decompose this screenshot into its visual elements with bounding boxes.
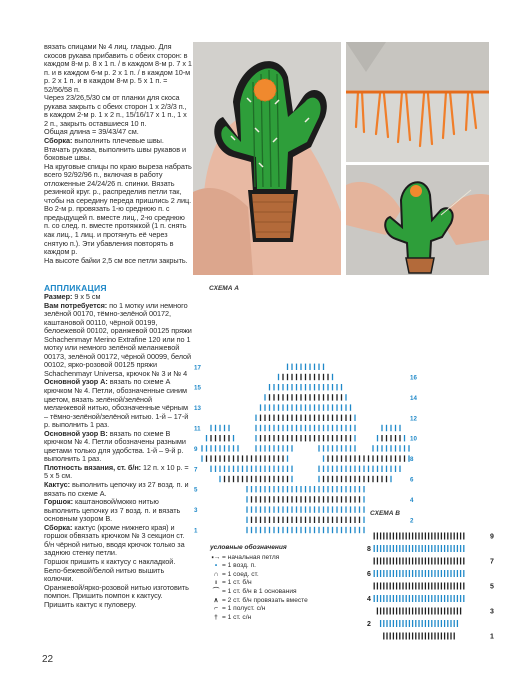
legend-item — [210, 605, 360, 614]
bold-lead: Плотность вязания, ст. б/н: — [44, 462, 142, 472]
chart-a-row-number: 7 — [194, 466, 198, 474]
chart-b-row-number: 6 — [367, 571, 371, 578]
legend-symbol: ⌐ — [214, 605, 218, 613]
chart-a-label: СХЕМА А — [209, 285, 239, 292]
paragraph — [44, 378, 192, 429]
paragraph-text: 12 п. x 10 р. = 5 x 5 см. — [44, 462, 189, 481]
chart-a-row-number: 11 — [194, 425, 201, 433]
legend-label: = 1 полуст. с/н — [222, 605, 266, 613]
bold-lead: Сборка: — [44, 522, 73, 532]
applique-section — [44, 283, 192, 609]
paragraph: На высоте байки 2,5 см все петли закрыть. — [44, 255, 188, 265]
paragraph-text: выполнить плечевые швы. Втачать рукава, выполнить швы рукавов и боковые швы. — [44, 136, 187, 163]
paragraph: Бело-бежевой/белой нитью вышить колючки. — [44, 565, 165, 584]
legend-label: = 1 возд. п. — [222, 562, 256, 570]
photo-1-illustration — [193, 42, 341, 275]
chart-a-row-number: 8 — [410, 456, 414, 464]
chart-b-row-number: 9 — [490, 533, 494, 541]
paragraph: Через 23/26,5/30 см от планки для скоса рукава закрыть с обеих сторон 1 x 2/3/3 п., в каждом 2-м р. 1 x 2 п., 15/16/17 x 1 п., 1 x 2 п., закрыть оставшиеся 10 п. — [44, 93, 187, 128]
chart-b-diagram — [365, 518, 505, 643]
chart-b-row-number: 5 — [490, 583, 494, 591]
paragraph — [44, 464, 192, 481]
section-title: АППЛИКАЦИЯ — [44, 283, 107, 293]
chart-a-row-number: 10 — [410, 435, 417, 443]
paragraph-text: выполнить цепочку из 27 возд. п. и вязать по схеме А. — [44, 480, 189, 498]
paragraph-text: каштановой/мокко нитью выполнить цепочку из 7 возд. п. и вязать основным узором В. — [44, 497, 181, 524]
legend-item — [210, 588, 360, 597]
paragraph-text: кактус (кроме нижнего края) и горшок обвязать крючком № 3 секцион ст. б/н чёрной нитью, вводя крючок только за заднюю стенку петли. — [44, 522, 185, 558]
legend — [210, 544, 360, 622]
chart-a-row-number: 5 — [194, 486, 198, 494]
legend-list — [210, 554, 360, 623]
paragraph — [44, 302, 192, 379]
chart-b-label: СХЕМА В — [370, 510, 400, 517]
chart-a-row-number: 6 — [410, 476, 414, 484]
chart-a-row-number: 14 — [410, 394, 417, 402]
legend-item — [210, 614, 360, 623]
legend-symbol: ı — [215, 579, 217, 587]
chart-b-row-number: 7 — [490, 558, 494, 566]
bold-lead: Вам потребуется: — [44, 300, 108, 310]
page-number: 22 — [42, 654, 54, 665]
chart-a-row-number: 13 — [194, 405, 201, 413]
chart-a-row-number: 2 — [410, 517, 414, 525]
chart-a-row-number: 17 — [194, 364, 201, 372]
paragraph: На круговые спицы по краю выреза набрать всего 92/92/96 п., включая в работу отложенные 24/24/26 п. спинки. Вязать резинкой круг. р., распределив петли так, чтобы на середину переда пришлись 2 лиц. Во 2-м р. провязать 1-ю среднюю п. с предыдущей п. вместе лиц., 2-ю среднюю п. со след. п. вместе протяжкой (1 п. снять как лиц., 1 лиц. и протянуть её через снятую п.). Эти убавления повторять в каждом р. — [44, 161, 192, 257]
paragraph-text: 9 x 5 см — [72, 292, 101, 301]
chart-b-row-number: 3 — [490, 608, 494, 616]
legend-label: = 1 ст. б/н в 1 основания — [222, 587, 297, 595]
paragraph — [44, 524, 192, 558]
legend-symbol: ⬝→ — [211, 553, 221, 561]
chart-a-row-number: 1 — [194, 527, 198, 535]
chart-a-row-number: 15 — [194, 384, 201, 392]
chart-a-diagram — [192, 280, 422, 540]
legend-label: = 1 ст. с/н — [222, 613, 252, 621]
legend-item — [210, 554, 360, 563]
paragraph-text: вязать по схеме В крючком № 4. Петли обозначены разными цветами только для удобства. 1-й – 9-й р. выполнить 1 раз. — [44, 428, 186, 464]
legend-symbol: ∩ — [213, 570, 219, 578]
paragraph-text: по 1 мотку или немного зелёной 00170, тёмно-зелёной 00172, каштановой 00110, чёрной 00199, белоежевой 00102, оранжевой 00125 пряжи Schachenmayr Merino Extrafine 120 или по 1 мотку или немного зелёной меланжевой 00173, зелёной 00172, чёрной 00099, белой 00102, ярко-розовой 00125 пряжи Schachenmayr Universa, крючок № 3 и № 4 — [44, 300, 192, 378]
top-text-column — [44, 43, 192, 265]
legend-label: = начальная петля — [222, 553, 280, 561]
bold-lead: Основной узор А: — [44, 377, 108, 387]
chart-a-row-number: 12 — [410, 415, 417, 423]
bold-lead: Кактус: — [44, 480, 71, 490]
paragraph: вязать спицами № 4 лиц. гладью. Для скосов рукава прибавить с обеих сторон: в каждом 8-м р. 8 x 1 п. / в каждом 8-м р. 7 x 1 п. и в каждом 6-м р. 2 x 1 п. / в каждом 10-м р. 2 x 1 п. и в каждом 8-м р. 5 x 1 п. = 52/56/58 п. — [44, 42, 192, 94]
legend-label: = 1 ст. б/н — [222, 579, 252, 587]
paragraph: Общая длина = 39/43/47 см. — [44, 127, 139, 137]
chart-b-row-number: 8 — [367, 546, 371, 553]
legend-symbol: ⌒ — [212, 587, 220, 595]
paragraph: Оранжевой/ярко-розовой нитью изготовить помпон. Пришить помпон к кактусу. Пришить кактус к пуловеру. — [44, 582, 189, 609]
paragraph: Горшок пришить к кактусу с накладкой. — [44, 556, 176, 566]
photo-3-illustration — [346, 165, 489, 275]
photo-hand-holding-cactus — [193, 42, 341, 275]
paragraph-text: вязать по схеме А крючком № 4. Петли, обозначенные синим цветом, вязать зелёной/зелёной меланжевой нитью, обозначенные чёрным – тёмно-зелёной/зелёной нитью. 1-й – 17-й р. выполнить 1 раз. — [44, 377, 189, 430]
paragraph — [44, 498, 192, 524]
chart-a-row-number: 3 — [194, 507, 198, 515]
legend-label: = 2 ст. б/н провязать вместе — [222, 596, 308, 604]
legend-title: условные обозначения — [210, 544, 287, 551]
legend-item — [210, 597, 360, 606]
legend-symbol: ∧ — [213, 596, 219, 604]
legend-item — [210, 579, 360, 588]
legend-label: = 1 соед. ст. — [222, 570, 259, 578]
photo-sewing-cactus — [346, 165, 489, 275]
paragraph — [44, 430, 192, 464]
chart-a-row-number: 9 — [194, 445, 198, 453]
bold-lead: Сборка: — [44, 136, 73, 146]
legend-item — [210, 562, 360, 571]
legend-symbol: • — [214, 562, 218, 570]
bold-lead: Горшок: — [44, 497, 73, 507]
legend-symbol: † — [214, 613, 218, 621]
bold-lead: Размер: — [44, 292, 73, 301]
chart-a-row-number: 16 — [410, 374, 417, 382]
chart-b-row-number: 2 — [367, 621, 371, 628]
chart-b-row-number: 4 — [367, 596, 371, 603]
photo-fringe — [346, 42, 489, 162]
chart-a-row-number: 4 — [410, 496, 414, 504]
paragraph — [44, 481, 192, 498]
photo-2-illustration — [346, 42, 489, 162]
chart-b-row-number: 1 — [490, 633, 494, 641]
bold-lead: Основной узор В: — [44, 428, 108, 438]
paragraph — [44, 137, 192, 163]
